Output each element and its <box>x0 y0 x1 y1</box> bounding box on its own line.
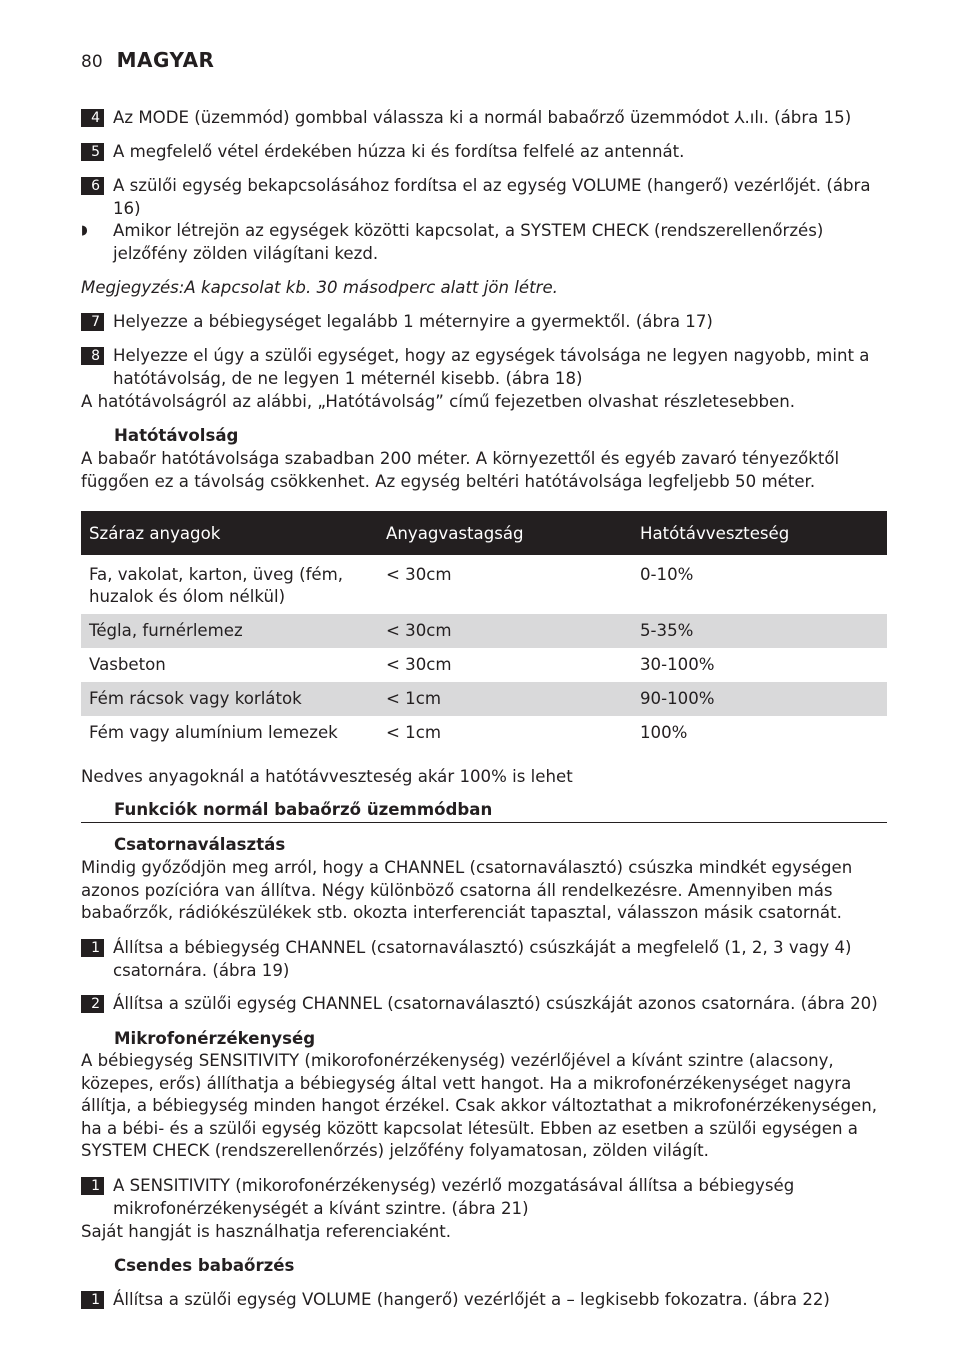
own-voice-paragraph: Saját hangját is használhatja referenciaként. <box>81 1222 451 1241</box>
step-text: Állítsa a szülői egység CHANNEL (csatornaválasztó) csúszkáját azonos csatornára. (ábra 20) <box>113 994 878 1013</box>
step-number: 6 <box>81 177 104 195</box>
table-cell: Vasbeton <box>89 655 166 674</box>
column-header: Száraz anyagok <box>81 511 378 555</box>
table-cell: 100% <box>640 723 688 742</box>
heading-quiet-monitoring: Csendes babaőrzés <box>114 1256 295 1275</box>
step-text: Állítsa a szülői egység VOLUME (hangerő) vezérlőjét a – legkisebb fokozatra. (ábra 22) <box>113 1290 830 1309</box>
heading-range: Hatótávolság <box>114 426 239 445</box>
section-title: Funkciók normál babaőrző üzemmódban <box>114 800 493 819</box>
bullet-connection <box>81 220 887 265</box>
table-row <box>81 648 887 682</box>
step-text: A szülői egység bekapcsolásához fordítsa el az egység VOLUME (hangerő) vezérlőjét. (ábra 16) <box>113 176 871 218</box>
language-title: MAGYAR <box>116 48 215 72</box>
step-text: Helyezze a bébiegységet legalább 1 méternyire a gyermektől. (ábra 17) <box>113 312 713 331</box>
heading-microphone: Mikrofonérzékenység <box>114 1029 316 1048</box>
table-cell: 30-100% <box>640 655 715 674</box>
column-header: Hatótávveszteség <box>632 511 887 555</box>
step-7 <box>81 311 887 334</box>
bullet-text: Amikor létrejön az egységek közötti kapcsolat, a SYSTEM CHECK (rendszerellenőrzés) jelzőfény zölden világítani kezd. <box>113 221 824 263</box>
table-cell: 90-100% <box>632 682 887 716</box>
note-connection: Megjegyzés:A kapcsolat kb. 30 másodperc alatt jön létre. <box>81 278 558 297</box>
range-reference-paragraph: A hatótávolságról az alábbi, „Hatótávolság” című fejezetben olvashat részletesebben. <box>81 392 796 411</box>
table-row <box>81 716 887 752</box>
table-header-row <box>81 511 887 555</box>
table-cell: Tégla, furnérlemez <box>81 614 378 648</box>
step-number: 1 <box>81 939 104 957</box>
step-number: 7 <box>81 313 104 331</box>
section-heading-functions <box>81 799 887 823</box>
step-text: A SENSITIVITY (mikorofonérzékenység) vezérlő mozgatásával állítsa a bébiegység mikrofonérzékenységét a kívánt szintre. (ábra 21) <box>113 1176 795 1218</box>
table-cell: Fém vagy alumínium lemezek <box>89 723 338 742</box>
table-row <box>81 614 887 648</box>
step-number: 8 <box>81 347 104 365</box>
step-number: 5 <box>81 143 104 161</box>
step-number: 1 <box>81 1291 104 1309</box>
step-6 <box>81 175 887 220</box>
page-header <box>81 48 214 72</box>
range-loss-table <box>81 511 887 752</box>
table-cell: < 30cm <box>378 614 632 648</box>
quiet-step-1 <box>81 1289 887 1312</box>
table-cell: < 1cm <box>386 723 442 742</box>
step-text: Helyezze el úgy a szülői egységet, hogy az egységek távolsága ne legyen nagyobb, mint a hatótávolság, de ne legyen 1 méternél kisebb. (ábra 18) <box>113 346 870 388</box>
table-cell: < 30cm <box>386 655 452 674</box>
channel-step-2 <box>81 993 887 1016</box>
column-header: Anyagvastagság <box>378 511 632 555</box>
page-number: 80 <box>81 52 103 72</box>
channel-step-1 <box>81 937 887 982</box>
step-number: 2 <box>81 995 104 1013</box>
channel-paragraph: Mindig győződjön meg arról, hogy a CHANNEL (csatornaválasztó) csúszka mindkét egységen azonos pozícióra van állítva. Négy különböző csatorna áll rendelkezésre. Amennyiben más babaőrzők, rádiókészülékek stb. okozta interferenciát tapasztal, válasszon másik csatornát. <box>81 858 853 922</box>
step-text: Állítsa a bébiegység CHANNEL (csatornaválasztó) csúszkáját a megfelelő (1, 2, 3 vagy 4) csatornára. (ábra 19) <box>113 938 852 980</box>
heading-channel: Csatornaválasztás <box>114 835 286 854</box>
table-cell: 0-10% <box>640 565 694 584</box>
table-cell: < 1cm <box>378 682 632 716</box>
step-4 <box>81 107 887 130</box>
step-number: 1 <box>81 1177 104 1195</box>
table-row <box>81 682 887 716</box>
step-5 <box>81 141 887 164</box>
microphone-paragraph: A bébiegység SENSITIVITY (mikorofonérzékenység) vezérlőjével a kívánt szintre (alacsony, közepes, erős) állíthatja a bébiegység által vett hangot. Ha a mikrofonérzékenységet nagyra állítja, a bébiegység minden hangot érzékel. Csak akkor változtathat a mikrofonérzékenységen, ha a bébi- és a szülői egység között kapcsolat létesült. Ebben az esetben a szülői egységen a SYSTEM CHECK (rendszerellenőrzés) jelzőfény folyamatosan, zölden világít. <box>81 1051 878 1160</box>
table-row <box>81 555 887 614</box>
table-cell: < 30cm <box>386 565 452 584</box>
table-cell: Fém rácsok vagy korlátok <box>81 682 378 716</box>
bullet-icon: ◗ <box>81 223 88 238</box>
range-paragraph: A babaőr hatótávolsága szabadban 200 méter. A környezettől és egyéb zavaró tényezőktől függően ez a távolság csökkenhet. Az egység beltéri hatótávolsága legfeljebb 50 méter. <box>81 449 840 491</box>
wet-materials-paragraph: Nedves anyagoknál a hatótávveszteség akár 100% is lehet <box>81 767 573 786</box>
microphone-step-1 <box>81 1175 887 1220</box>
step-text: Az MODE (üzemmód) gombbal válassza ki a normál babaőrző üzemmódot ⅄.ılı. (ábra 15) <box>113 108 852 127</box>
step-number: 4 <box>81 109 104 127</box>
step-text: A megfelelő vétel érdekében húzza ki és fordítsa felfelé az antennát. <box>113 142 685 161</box>
step-8 <box>81 345 887 390</box>
table-cell: 5-35% <box>632 614 887 648</box>
table-cell: Fa, vakolat, karton, üveg (fém, huzalok és ólom nélkül) <box>89 565 344 606</box>
